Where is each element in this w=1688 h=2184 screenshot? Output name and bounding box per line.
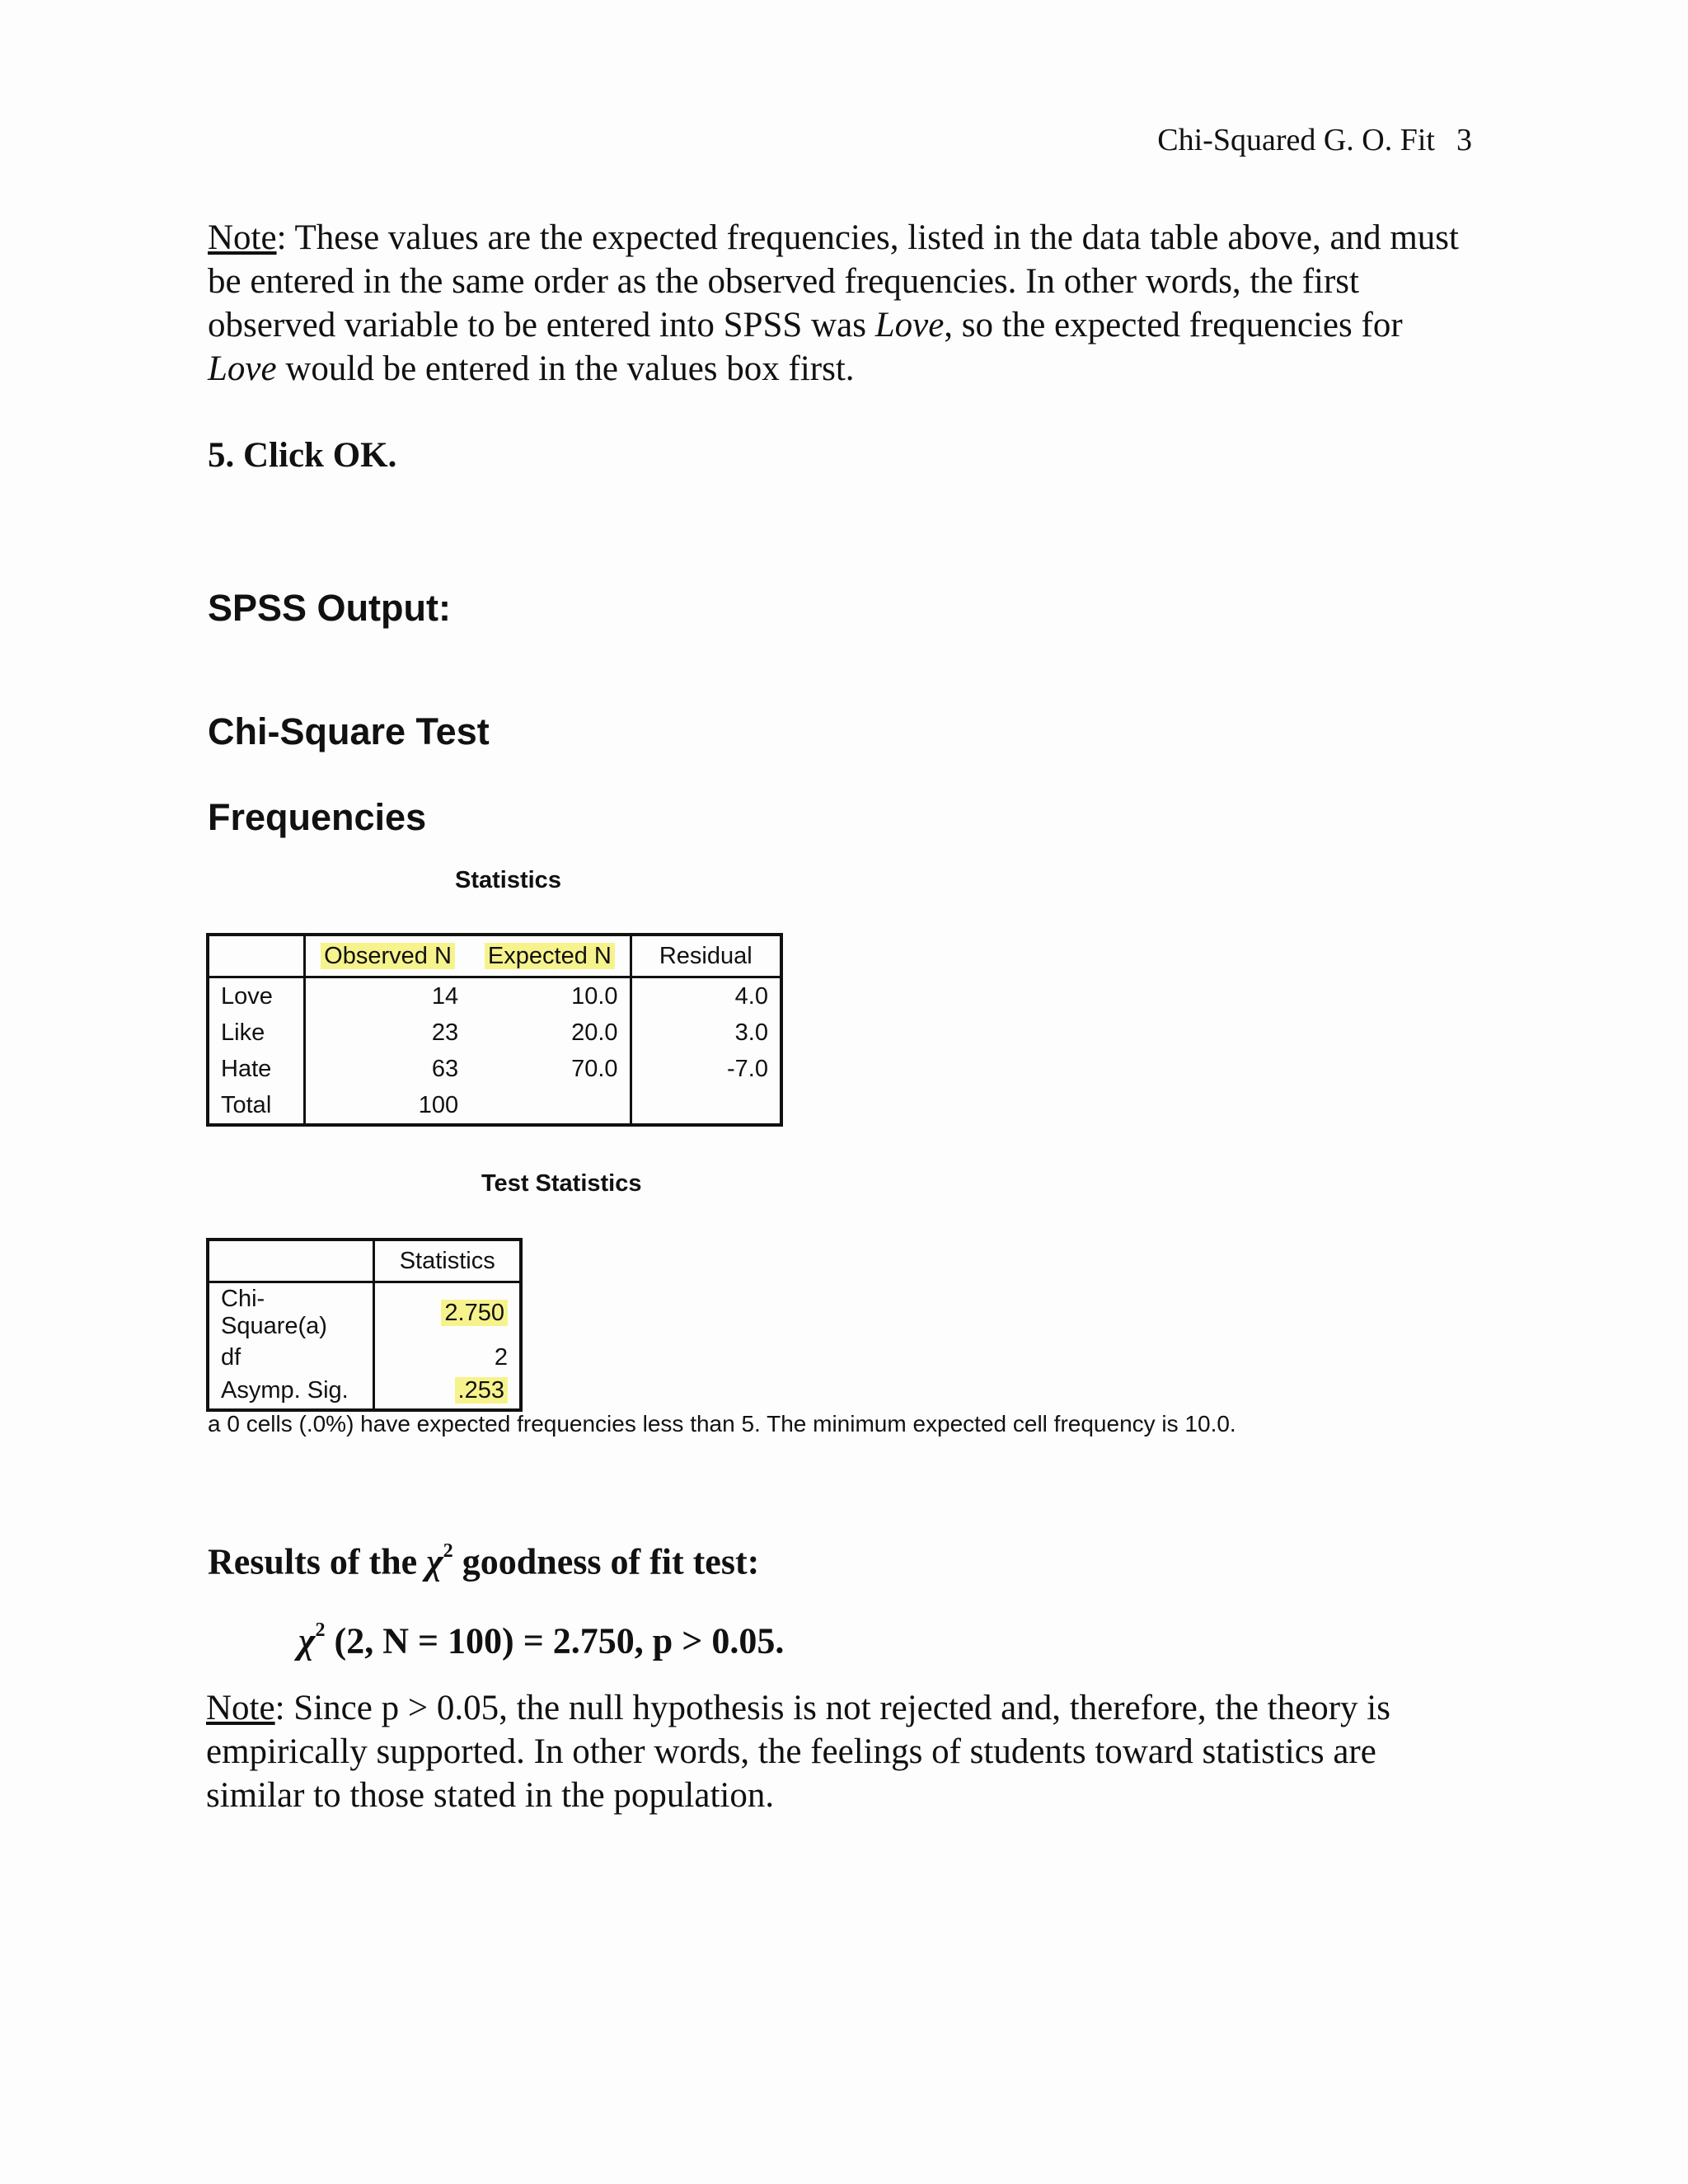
table-row xyxy=(208,1087,781,1125)
note-conclusion xyxy=(206,1686,1475,1817)
superscript-2: 2 xyxy=(443,1540,453,1562)
row-label: Chi-Square(a) xyxy=(221,1286,327,1339)
test-statistics-table xyxy=(206,1238,523,1412)
header-title: Chi-Squared G. O. Fit xyxy=(1157,123,1435,157)
row-label: Asymp. Sig. xyxy=(221,1376,349,1404)
heading-frequencies: Frequencies xyxy=(208,796,427,838)
row-label: Hate xyxy=(221,1055,272,1082)
asymp-sig-value: .253 xyxy=(374,1372,521,1410)
observed-value: 63 xyxy=(304,1051,470,1087)
header-empty-cell xyxy=(208,935,304,977)
test-statistics-footnote: a 0 cells (.0%) have expected frequencies less than 5. The minimum expected cell frequency is 10.0. xyxy=(208,1411,1236,1436)
heading-chi-square-test: Chi-Square Test xyxy=(208,710,490,752)
results-formula xyxy=(298,1619,784,1662)
table-row xyxy=(208,1343,521,1372)
test-statistics-caption: Test Statistics xyxy=(481,1170,642,1197)
results-heading-text-b: goodness of fit test: xyxy=(452,1541,760,1582)
page-number: 3 xyxy=(1456,123,1472,157)
residual-value xyxy=(631,1087,781,1125)
results-heading xyxy=(208,1540,759,1583)
note-text: : Since p > 0.05, the null hypothesis is not rejected and, therefore, the theory is empirically supported. In other words, the feelings of students toward statistics are similar to those stated in the population. xyxy=(206,1689,1390,1815)
superscript-2: 2 xyxy=(315,1619,326,1641)
note-emphasis-love-1: Love xyxy=(874,306,945,344)
note-label: Note xyxy=(208,218,277,257)
header-empty-cell xyxy=(208,1240,374,1282)
note-text-a: : These values are the expected frequencies, listed in the data table above, and must be entered in the same order as the observed frequencies. In other words, the first observed variable to be entered into SPSS was xyxy=(208,218,1459,344)
residual-value: -7.0 xyxy=(631,1051,781,1087)
statistics-table-caption: Statistics xyxy=(455,867,561,893)
chi-symbol: χ xyxy=(426,1541,443,1582)
col-statistics: Statistics xyxy=(374,1240,521,1282)
col-observed-n: Observed N xyxy=(304,935,470,977)
observed-value: 14 xyxy=(304,977,470,1015)
heading-spss-output: SPSS Output: xyxy=(208,587,451,629)
row-label: Total xyxy=(221,1091,272,1118)
note-text-b: , so the expected frequencies for xyxy=(944,306,1403,344)
col-residual: Residual xyxy=(631,935,781,977)
expected-value xyxy=(470,1087,631,1125)
table-row xyxy=(208,977,781,1015)
chi-symbol: χ xyxy=(298,1620,316,1661)
table-row xyxy=(208,1015,781,1051)
formula-text: (2, N = 100) = 2.750, p > 0.05. xyxy=(325,1620,785,1661)
col-expected-n: Expected N xyxy=(470,935,631,977)
observed-value: 100 xyxy=(304,1087,470,1125)
statistics-table xyxy=(206,933,783,1127)
results-heading-text-a: Results of the xyxy=(208,1541,427,1582)
table-row xyxy=(208,1051,781,1087)
table-row xyxy=(208,1372,521,1410)
residual-value: 3.0 xyxy=(631,1015,781,1051)
note-emphasis-love-2: Love xyxy=(208,349,277,388)
note-label: Note xyxy=(206,1689,275,1727)
row-label: Like xyxy=(221,1019,265,1046)
expected-value: 20.0 xyxy=(571,1019,618,1046)
statistics-table-header-row xyxy=(208,935,781,977)
row-label: df xyxy=(221,1343,241,1371)
observed-value: 23 xyxy=(304,1015,470,1051)
chi-square-value: 2.750 xyxy=(374,1282,521,1343)
expected-value: 70.0 xyxy=(571,1055,618,1082)
test-statistics-header-row xyxy=(208,1240,521,1282)
note-expected-frequencies xyxy=(208,216,1477,391)
note-text-c: would be entered in the values box first. xyxy=(276,349,855,388)
table-row xyxy=(208,1282,521,1343)
expected-value: 10.0 xyxy=(571,982,618,1010)
page-header xyxy=(1157,122,1472,158)
df-value: 2 xyxy=(374,1343,521,1372)
residual-value: 4.0 xyxy=(631,977,781,1015)
step-5-instruction: 5. Click OK. xyxy=(208,436,397,475)
row-label: Love xyxy=(221,982,273,1010)
